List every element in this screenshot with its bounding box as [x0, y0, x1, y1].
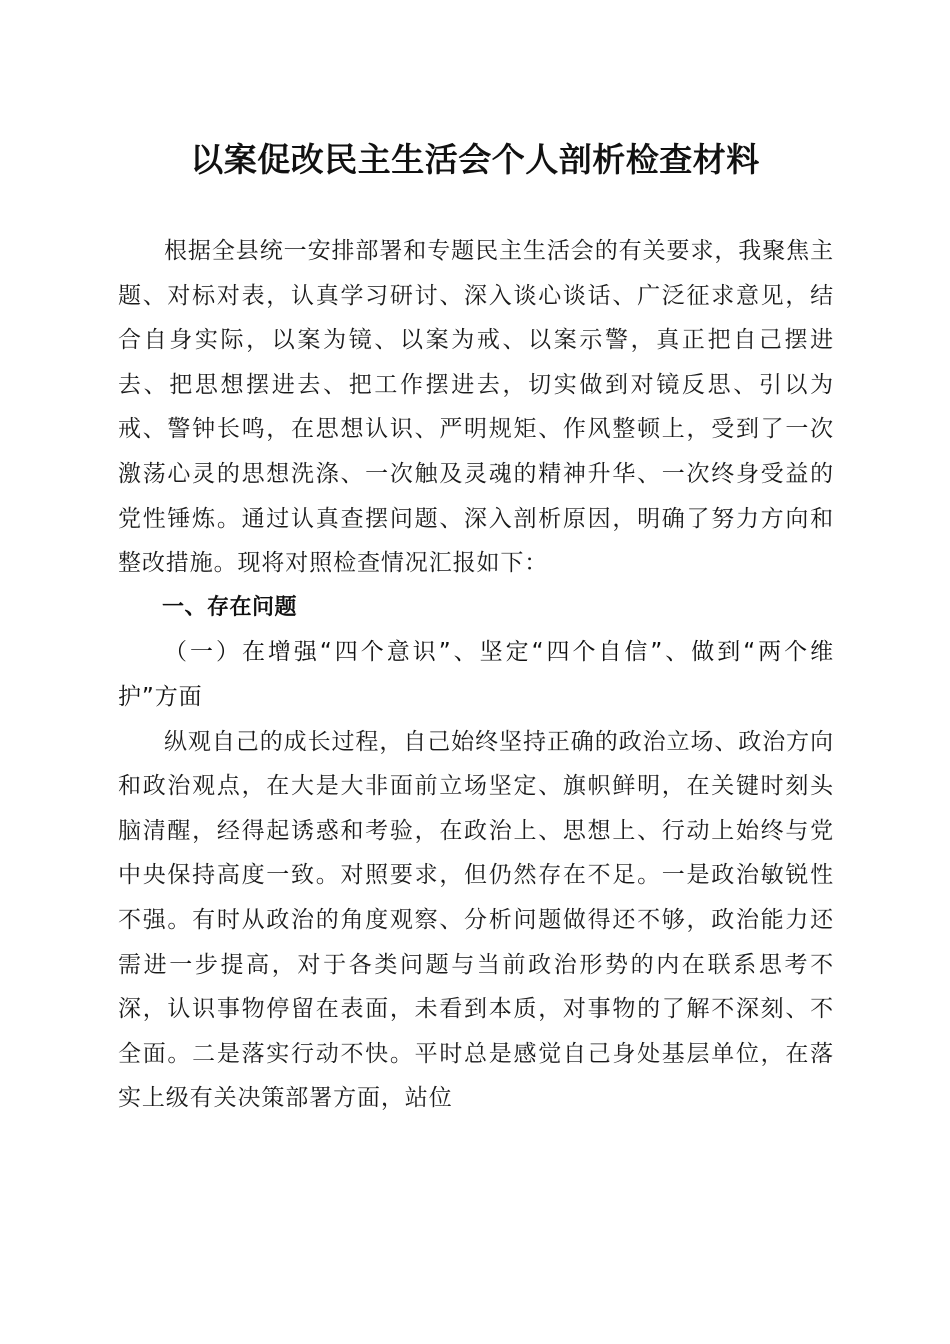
subsection-body-paragraph: 纵观自己的成长过程，自己始终坚持正确的政治立场、政治方向和政治观点，在大是大非面前立场坚定、旗帜鲜明，在关键时刻头脑清醒，经得起诱惑和考验，在政治上、思想上、行动上始终与党中央保持高度一致。对照要求，但仍然存在不足。一是政治敏锐性不强。有时从政治的角度观察、分析问题做得还不够，政治能力还需进一步提高，对于各类问题与当前政治形势的内在联系思考不深，认识事物停留在表面，未看到本质，对事物的了解不深刻、不全面。二是落实行动不快。平时总是感觉自己身处基层单位，在落实上级有关决策部署方面，站位	[118, 728, 834, 1112]
document-title: 以案促改民主生活会个人剖析检查材料	[190, 140, 760, 179]
subsection-heading-political: （一）在增强“四个意识”、坚定“四个自信”、做到“两个维护”方面	[118, 639, 834, 710]
document-body	[118, 229, 834, 1121]
section-heading-problems: 一、存在问题	[162, 594, 298, 620]
intro-paragraph: 根据全县统一安排部署和专题民主生活会的有关要求，我聚焦主题、对标对表，认真学习研讨、深入谈心谈话、广泛征求意见，结合自身实际，以案为镜、以案为戒、以案示警，真正把自己摆进去、把思想摆进去、把工作摆进去，切实做到对镜反思、引以为戒、警钟长鸣，在思想认识、严明规矩、作风整顿上，受到了一次激荡心灵的思想洗涤、一次触及灵魂的精神升华、一次终身受益的党性锤炼。通过认真查摆问题、深入剖析原因，明确了努力方向和整改措施。现将对照检查情况汇报如下：	[118, 238, 834, 577]
